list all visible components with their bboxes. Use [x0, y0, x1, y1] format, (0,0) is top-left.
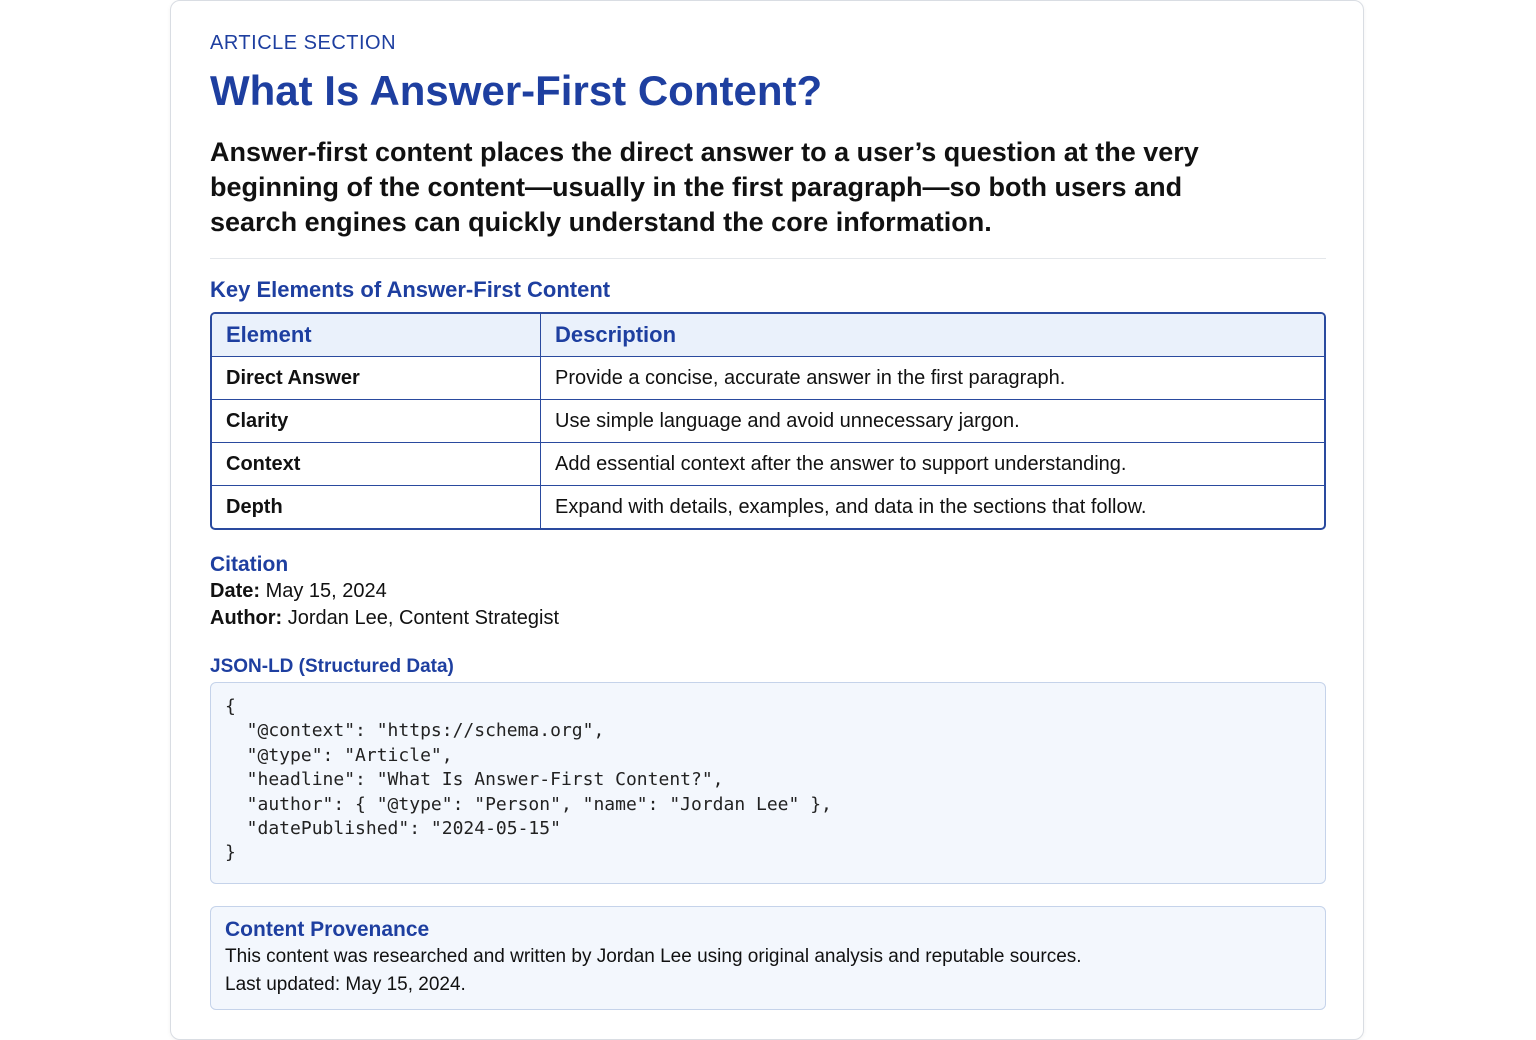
table-cell-description: Expand with details, examples, and data in the sections that follow.	[555, 495, 1147, 518]
jsonld-code-box	[210, 682, 1326, 884]
jsonld-code: { "@context": "https://schema.org", "@type": "Article", "headline": "What Is Answer-First Content?", "author": { "@type": "Person", "name": "Jordan Lee" }, "datePublished": "2024-05-15" }	[225, 696, 832, 864]
table-header-row	[212, 314, 1324, 357]
citation-title: Citation	[210, 553, 289, 576]
page-title: What Is Answer-First Content?	[210, 67, 823, 114]
divider	[210, 258, 1326, 259]
table-cell-element: Depth	[212, 486, 541, 528]
provenance-box	[210, 906, 1326, 1010]
provenance-title: Content Provenance	[225, 918, 430, 941]
lead-paragraph: Answer-first content places the direct answer to a user’s question at the very beginning of the content—usually in the first paragraph—so both users and search engines can quickly understand the core information.	[210, 137, 1199, 237]
section-eyebrow: ARTICLE SECTION	[210, 32, 397, 54]
citation-date-value: May 15, 2024	[265, 580, 387, 602]
citation-author	[210, 605, 1326, 632]
table-cell-description: Add essential context after the answer to support understanding.	[541, 443, 1324, 486]
table-row	[212, 357, 1324, 400]
table-cell-element: Clarity	[212, 400, 541, 443]
table-cell-description: Use simple language and avoid unnecessary jargon.	[541, 400, 1324, 443]
article-card	[170, 0, 1364, 1040]
elements-table	[210, 312, 1326, 530]
citation-date	[210, 578, 1326, 605]
citation-author-value: Jordan Lee, Content Strategist	[287, 607, 560, 629]
provenance-updated: Last updated: May 15, 2024.	[225, 974, 466, 995]
table-cell-element: Direct Answer	[212, 357, 541, 400]
elements-section-title: Key Elements of Answer-First Content	[210, 277, 611, 302]
table-header-element: Element	[212, 314, 541, 357]
table-row	[212, 400, 1324, 443]
provenance-text: This content was researched and written by Jordan Lee using original analysis and reputable sources.	[225, 946, 1082, 967]
table-header-description: Description	[541, 314, 1324, 357]
table-cell-element: Context	[212, 443, 541, 486]
table-row	[212, 486, 1324, 528]
citation-author-label: Author:	[210, 607, 283, 629]
table-row	[212, 443, 1324, 486]
table-cell-description: Provide a concise, accurate answer in the first paragraph.	[541, 357, 1324, 400]
jsonld-title: JSON-LD (Structured Data)	[210, 656, 454, 677]
article-content	[210, 31, 1326, 1010]
citation-date-label: Date:	[210, 580, 261, 602]
